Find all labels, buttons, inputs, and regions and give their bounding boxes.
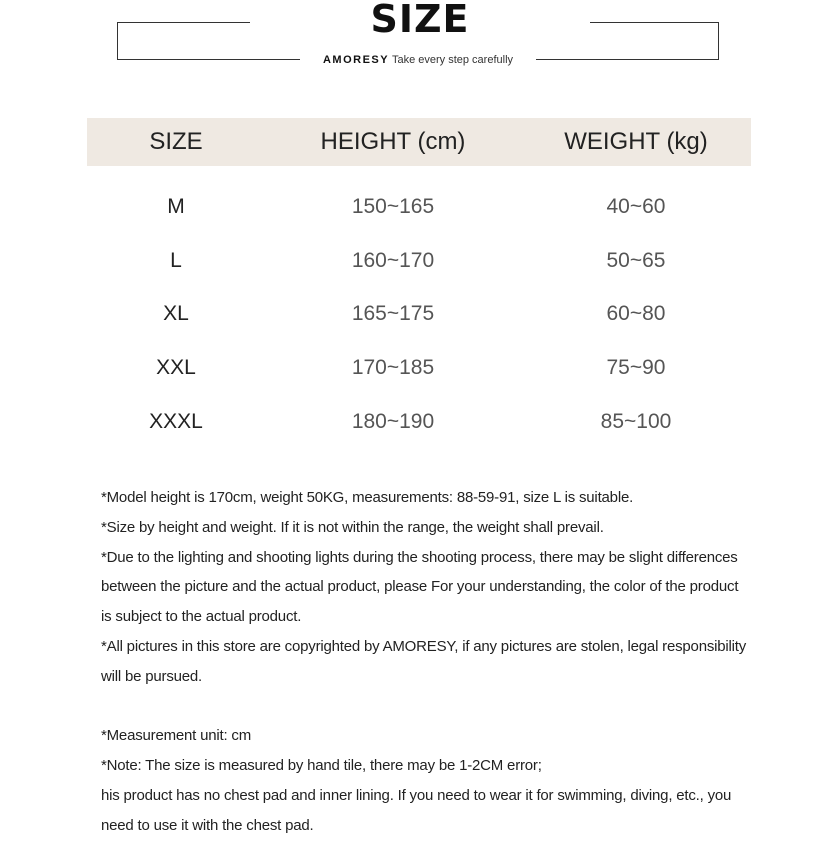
- cell-weight: 40~60: [606, 194, 666, 218]
- size-table: [87, 118, 751, 448]
- cell-weight: 60~80: [606, 302, 666, 326]
- page-title: SIZE: [250, 0, 590, 38]
- cell-size: XXL: [156, 355, 196, 379]
- table-row: [87, 395, 751, 449]
- note-line: *Due to the lighting and shooting lights during the shooting process, there may be slight differences: [101, 548, 738, 566]
- header-height: HEIGHT (cm): [320, 128, 466, 155]
- cell-weight: 75~90: [606, 355, 666, 379]
- cell-size: L: [170, 248, 182, 272]
- note-line: *Note: The size is measured by hand tile, there may be 1-2CM error;: [101, 757, 542, 775]
- note-line: *Size by height and weight. If it is not within the range, the weight shall prevail.: [101, 518, 604, 536]
- header-size: SIZE: [149, 128, 203, 155]
- cell-height: 160~170: [351, 248, 435, 272]
- cell-weight: 85~100: [600, 409, 672, 433]
- table-row: [87, 180, 751, 234]
- note-line: need to use it with the chest pad.: [101, 816, 314, 834]
- spacer: [101, 692, 791, 722]
- table-header: [87, 118, 751, 166]
- cell-size: XL: [163, 302, 189, 326]
- cell-size: M: [167, 194, 185, 218]
- cell-size: XXXL: [149, 409, 203, 433]
- table-row: [87, 341, 751, 395]
- brand-name: AMORESY: [322, 54, 390, 66]
- note-line: *Model height is 170cm, weight 50KG, measurements: 88-59-91, size L is suitable.: [101, 489, 634, 506]
- subtitle: [300, 52, 536, 68]
- cell-height: 165~175: [351, 302, 435, 326]
- tagline: Take every step carefully: [391, 54, 514, 66]
- note-line: between the picture and the actual product, please For your understanding, the color of the product: [101, 578, 739, 596]
- table-row: [87, 234, 751, 288]
- cell-height: 170~185: [351, 355, 435, 379]
- note-line: will be pursued.: [101, 667, 203, 685]
- notes: [101, 483, 791, 841]
- table-row: [87, 287, 751, 341]
- cell-weight: 50~65: [606, 248, 666, 272]
- note-line: *All pictures in this store are copyrighted by AMORESY, if any pictures are stolen, legal responsibility: [101, 637, 747, 655]
- note-line: his product has no chest pad and inner lining. If you need to wear it for swimming, diving, etc., you: [101, 786, 732, 804]
- note-line: *Measurement unit: cm: [101, 727, 252, 745]
- table-body: [87, 166, 751, 448]
- cell-height: 180~190: [351, 409, 435, 433]
- cell-height: 150~165: [351, 194, 435, 218]
- header-weight: WEIGHT (kg): [564, 128, 708, 155]
- note-line: is subject to the actual product.: [101, 608, 302, 626]
